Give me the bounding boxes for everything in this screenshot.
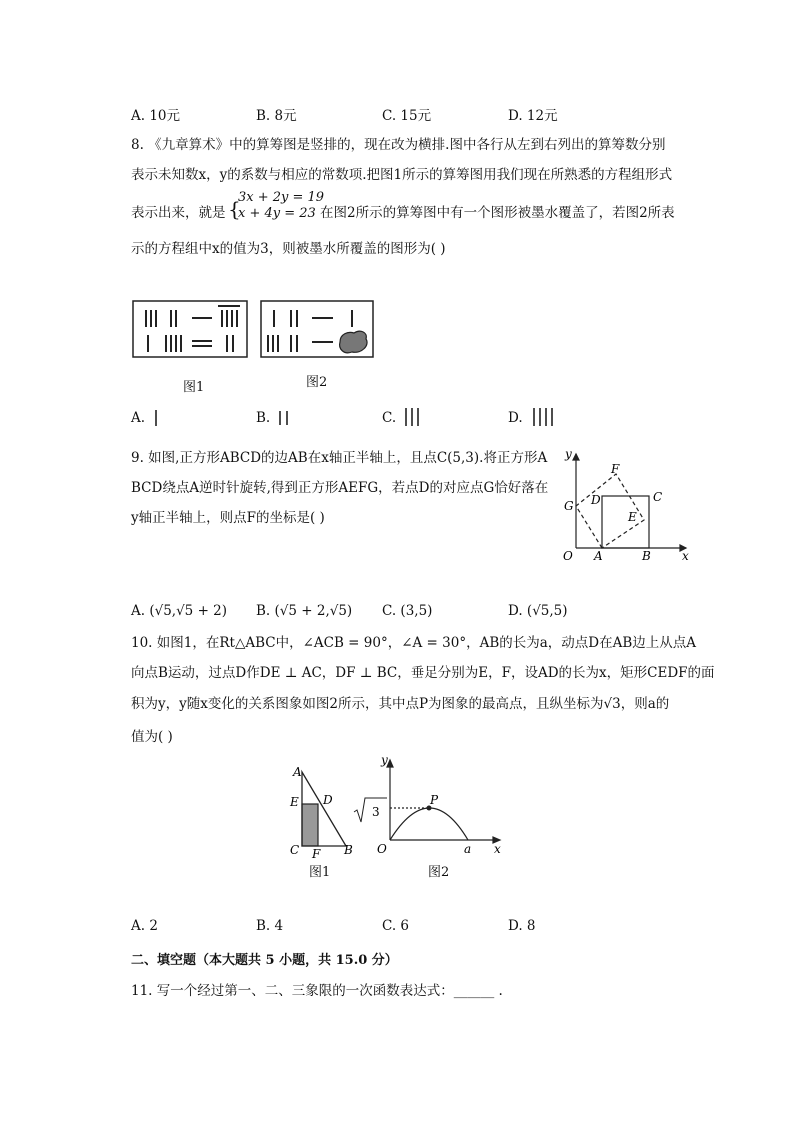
q10-fig2-label-a: a (464, 842, 472, 856)
q10-fig2-y-arrow (387, 760, 393, 767)
q9-label-d: D (591, 493, 601, 507)
section2-heading: 二、填空题（本大题共 5 小题，共 15.0 分） (131, 953, 398, 968)
q9-y-arrow (573, 454, 579, 460)
q10-fig1-caption: 图1 (309, 865, 331, 880)
q9-label-y: y (565, 447, 572, 461)
q8-fig2-row2 (268, 335, 333, 352)
q11-text: 11. 写一个经过第一、二、三象限的一次函数表达式：______ . (131, 983, 503, 999)
q10-figure1 (284, 760, 360, 864)
q10-fig2-label-sqrt3: 3 (372, 805, 380, 819)
q9-label-f: F (611, 462, 620, 476)
q8-ink-blot (340, 331, 367, 353)
q10-fig1-label-e: E (290, 795, 299, 809)
q9-label-a: A (594, 549, 603, 563)
q10-option-d: D. 8 (508, 918, 536, 934)
q8-option-d-label: D. (508, 410, 523, 426)
q8-option-a-label: A. (131, 410, 146, 426)
q10-fig2-sqrt-sign (354, 798, 387, 822)
q8-fig2-row1 (274, 310, 352, 327)
q9-figure (558, 444, 698, 566)
q10-rectangle-cedf (302, 804, 318, 846)
q10-fig1-label-a: A (293, 765, 302, 779)
q7-option-a: A. 10元 (131, 108, 181, 124)
q7-option-d: D. 12元 (508, 108, 558, 124)
q9-line2: BCD绕点A逆时针旋转,得到正方形AEFG，若点D的对应点G恰好落在 (131, 480, 549, 496)
q8-fig1-frame (133, 301, 247, 357)
q9-line3: y轴正半轴上，则点F的坐标是( ) (131, 510, 325, 526)
q9-label-c: C (653, 490, 663, 504)
q10-line4: 值为( ) (131, 729, 173, 745)
q10-option-b: B. 4 (256, 918, 284, 934)
q8-option-b-label: B. (256, 410, 271, 426)
q10-line2: 向点B运动，过点D作DE ⊥ AC，DF ⊥ BC，垂足分别为E，F，设AD的长为x，矩形CEDF的面 (131, 665, 715, 681)
q10-line3: 积为y，y随x变化的关系图象如图2所示，其中点P为图象的最高点，且纵坐标为√3，则a的 (131, 696, 670, 712)
q8-fig2-caption: 图2 (306, 375, 328, 390)
q7-option-b: B. 8元 (256, 108, 297, 124)
q8-option-b-rods (276, 408, 292, 428)
q9-label-b: B (642, 549, 651, 563)
q8-line4: 示的方程组中x的值为3，则被墨水所覆盖的图形为( ) (131, 241, 446, 257)
q9-label-x: x (682, 549, 689, 563)
q8-equation-1: 3x + 2y = 19 (238, 190, 325, 205)
q10-fig2-label-p: P (430, 793, 439, 807)
q8-rod-figures (130, 298, 380, 362)
q9-label-o: O (563, 549, 573, 563)
q10-fig1-label-c: C (290, 843, 300, 857)
q10-fig1-label-f: F (312, 847, 321, 861)
q10-option-a: A. 2 (131, 918, 158, 934)
q10-fig2-label-y: y (381, 753, 388, 767)
q10-figure2 (350, 752, 506, 858)
q8-equation-2: x + 4y = 23 (238, 206, 316, 221)
q7-option-c: C. 15元 (382, 108, 432, 124)
q8-line3-pre: 表示出来，就是 (131, 205, 226, 221)
q9-option-b: B. (√5 + 2,√5) (256, 603, 353, 619)
q10-fig2-label-o: O (377, 842, 387, 856)
q10-option-c: C. 6 (382, 918, 410, 934)
q8-brace: { (228, 197, 241, 221)
q10-line1: 10. 如图1，在Rt△ABC中，∠ACB = 90°，∠A = 30°，AB的长为a，动点D在AB边上从点A (131, 635, 697, 651)
q10-fig1-label-b: B (344, 843, 353, 857)
q8-option-c-label: C. (382, 410, 397, 426)
q9-line1: 9. 如图,正方形ABCD的边AB在x轴正半轴上，且点C(5,3).将正方形A (131, 450, 548, 466)
q8-fig1-row1 (146, 306, 240, 327)
q10-fig2-curve (390, 808, 468, 840)
q9-option-d: D. (√5,5) (508, 603, 568, 619)
q9-label-e: E (628, 510, 637, 524)
q8-line3-post: 在图2所示的算筹图中有一个图形被墨水覆盖了，若图2所表 (320, 205, 675, 221)
q9-option-a: A. (√5,√5 + 2) (131, 603, 228, 619)
q8-option-a-rods (152, 408, 160, 428)
q8-fig1-row2 (148, 335, 233, 352)
q8-line2: 表示未知数x，y的系数与相应的常数项.把图1所示的算筹图用我们现在所熟悉的方程组形式 (131, 167, 673, 183)
q8-option-d-rods (530, 406, 556, 428)
q10-fig1-label-d: D (323, 793, 333, 807)
q9-label-g: G (564, 499, 574, 513)
q8-line1: 8. 《九章算术》中的算筹图是竖排的，现在改为横排.图中各行从左到右列出的算筹数分别 (131, 137, 666, 153)
q8-option-c-rods (402, 406, 422, 428)
q9-option-c: C. (3,5) (382, 603, 433, 619)
q8-fig1-caption: 图1 (183, 380, 205, 395)
q10-fig2-caption: 图2 (428, 865, 450, 880)
q10-fig2-label-x: x (494, 842, 501, 856)
